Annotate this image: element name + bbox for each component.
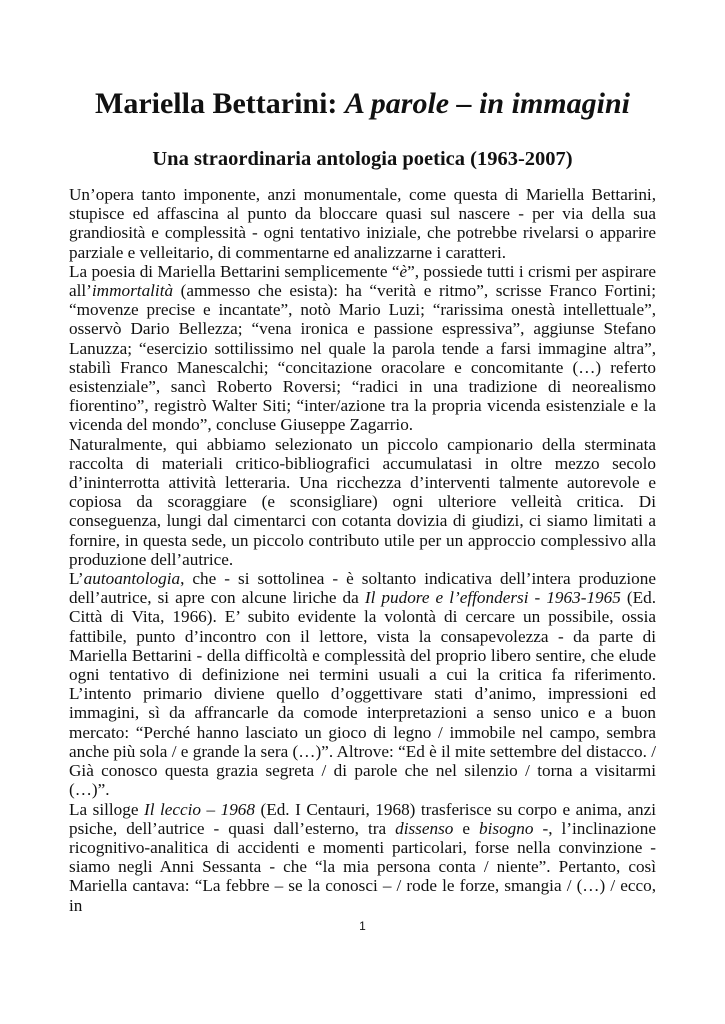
paragraph (69, 800, 656, 915)
text-run: La poesia di Mariella Bettarini semplicemente “ (69, 261, 400, 281)
paragraph (69, 185, 656, 262)
italic-text: bisogno (479, 818, 534, 838)
text-run: L’ (69, 569, 84, 589)
document-subtitle: Una straordinaria antologia poetica (1963-2007) (152, 148, 573, 170)
text-run: Naturalmente, qui abbiamo selezionato un piccolo campionario della sterminata raccolta di materiali critico-bibliografici accumulatasi in oltre mezzo secolo d’ininterrotta attività letteraria. Una ricchezza d’interventi talmente autorevole e copiosa da scoraggiare (e sconsigliare) ogni ulteriore velleità critica. Di conseguenza, lungi dal cimentarci con cotanta dovizia di giudizi, ci siamo limitati a fornire, in questa sede, un piccolo contributo utile per un approccio complessivo alla produzione dell’autrice. (69, 434, 656, 569)
text-run: , che - si sottolinea - è soltanto indicativa dell’intera produzione dell’autrice, si apre con alcune liriche da (69, 569, 656, 608)
italic-text: Il leccio – 1968 (143, 799, 255, 819)
text-run: Un’opera tanto imponente, anzi monumentale, come questa di Mariella Bettarini, stupisce ed affascina al punto da bloccare quasi sul nascere - per via della sua grandiosità e complessità - ogni tentativo iniziale, che potrebbe rivelarsi o apparire parziale e velleitario, di commentarne ed analizzarne i caratteri. (69, 185, 656, 262)
text-run: ”, possiede tutti i crismi per aspirare all’ (69, 261, 656, 301)
paragraph (69, 262, 656, 435)
page-number: 1 (359, 919, 366, 933)
text-run: e (453, 818, 480, 838)
paragraph (69, 569, 656, 799)
text-run: (Ed. I Centauri, 1968) trasferisce su corpo e anima, anzi psiche, dell’autrice - quasi dall’esterno, tra (69, 799, 656, 838)
document-title (0, 84, 725, 124)
text-run: (Ed. Città di Vita, 1966). E’ subito evidente la volontà di cercare un possibile, ossia fattibile, punto d’incontro con il lettore, vista la consapevolezza - da parte di Mariella Bettarini - della difficoltà e complessità del proprio libero sentire, che elude ogni tentativo di definizione nei termini usuali a cui la critica fa riferimento. L’intento primario diviene quello d’oggettivare stati d’animo, impressioni ed immagini, sì da affrancarle da comode interpretazioni a senso unico e a buon mercato: “Perché hanno lasciato un gioco di legno / immobile nel campo, sembra anche più sola / e grande la sera (…)”. Altrove: “Ed è il mite settembre del distacco. / Già conosco questa grazia segreta / di parole che nel silenzio / torna a visitarmi (…)”. (69, 588, 657, 800)
paragraph (69, 435, 656, 569)
italic-text: immortalità (91, 281, 174, 301)
text-run: -, l’inclinazione ricognitivo-analitica di accidenti e momenti particolari, forse nella convinzione - siamo negli Anni Sessanta - che “la mia persona conta / niente”. Pertanto, così Mariella cantava: “La febbre – se la conosci – / rode le forze, smangia / (…) / ecco, in (69, 818, 656, 915)
text-run: (ammesso che esista): ha “verità e ritmo”, scrisse Franco Fortini; “movenze precise e incantate”, notò Mario Luzi; “rarissima onestà intellettuale”, osservò Dario Bellezza; “vena ironica e passione espressiva”, aggiunse Stefano Lanuzza; “esercizio sottilissimo nel quale la parola tende a farsi immagine altra”, stabilì Franco Manescalchi; “concitazione oracolare e concomitante (…) referto esistenziale”, sancì Roberto Roversi; “radici in una tradizione di neorealismo fiorentino”, registrò Walter Siti; “inter/azione tra la propria vicenda esistenziale e la vicenda del mondo”, concluse Giuseppe Zagarrio. (69, 281, 656, 435)
title-plain: Mariella Bettarini: (95, 87, 345, 120)
italic-text: Il pudore e l’effondersi - 1963-1965 (364, 588, 621, 608)
title-italic: A parole – in immagini (344, 87, 630, 120)
italic-text: è (399, 261, 408, 281)
italic-text: autoantologia (83, 569, 181, 589)
italic-text: dissenso (395, 818, 454, 838)
text-run: La silloge (69, 799, 144, 819)
body-text (69, 185, 656, 915)
